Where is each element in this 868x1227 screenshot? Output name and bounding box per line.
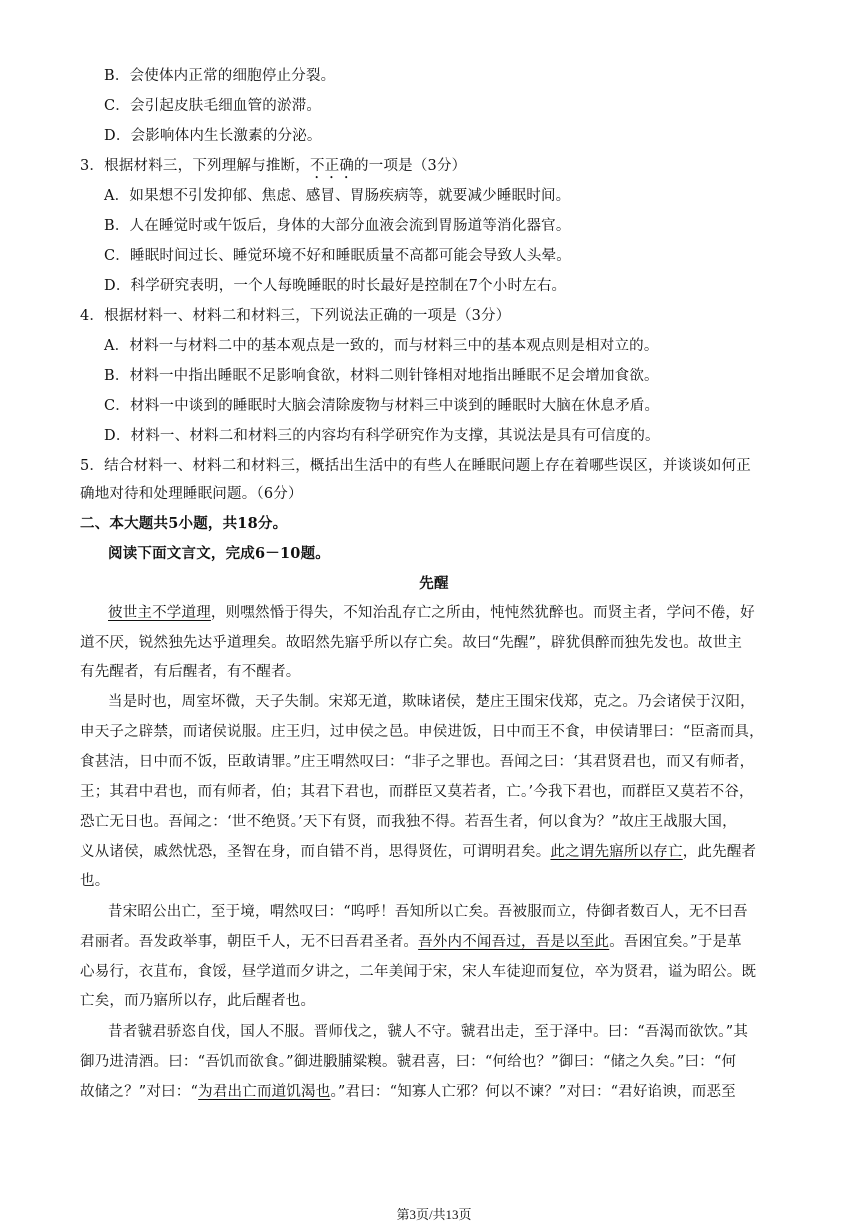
- option-3-d: D．科学研究表明，一个人每晚睡眠的时长最好是控制在7个小时左右。: [104, 278, 567, 294]
- option-3-b: B．人在睡觉时或午饭后，身体的大部分血液会流到胃肠道等消化器官。: [104, 218, 571, 234]
- passage-line: 亡矣，而乃寤所以存，此后醒者也。: [80, 993, 316, 1009]
- option-4-c: C．材料一中谈到的睡眠时大脑会清除废物与材料三中谈到的睡眠时大脑在休息矛盾。: [104, 398, 660, 414]
- passage-line: 彼世主不学道理，则嘿然惛于得失，不知治乱存亡之所由，忳忳然犹醉也。而贤主者，学问不倦，好: [108, 605, 755, 621]
- option-3-c: C．睡眠时间过长、睡觉环境不好和睡眠质量不高都可能会导致人头晕。: [104, 248, 571, 264]
- passage-line: 当是时也，周室坏微，天子失制。宋郑无道，欺昧诸侯，楚庄王围宋伐郑，克之。乃会诸侯于汉阳，: [108, 694, 755, 710]
- option-2-b: B．会使体内正常的细胞停止分裂。: [104, 68, 336, 84]
- passage-line: 恐亡无日也。吾闻之：‘世不绝贤。’天下有贤，而我独不得。若吾生者，何以食为？”故庄王战服大国，: [80, 814, 737, 830]
- passage-line: 心易行，衣苴布，食馁，昼学道而夕讲之，二年美闻于宋，宋人车徒迎而复位，卒为贤君，谥为昭公。既: [80, 964, 757, 980]
- option-3-a: A．如果想不引发抑郁、焦虑、感冒、胃肠疾病等，就要减少睡眠时间。: [104, 188, 571, 204]
- passage-line: 王；其君中君也，而有师者，伯；其君下君也，而群臣又莫若者，亡。’今我下君也，而群臣又莫若不谷，: [80, 784, 754, 800]
- passage-title: 先醒: [419, 575, 449, 592]
- passage-line: 有先醒者，有后醒者，有不醒者。: [80, 664, 301, 680]
- reading-instruction: 阅读下面文言文，完成6－10题。: [108, 545, 330, 562]
- underlined-sentence: 吾外内不闻吾过，吾是以至此: [418, 934, 610, 950]
- passage-line: 食甚洁，日中而不饭，臣敢请罪。”庄王喟然叹曰：“非子之罪也。吾闻之曰：‘其君贤君也，而又有师者，: [80, 754, 755, 770]
- question-4: 4．根据材料一、材料二和材料三，下列说法正确的一项是（3分）: [80, 308, 511, 324]
- passage-line: 道不厌，锐然独先达乎道理矣。故昭然先寤乎所以存亡矣。故曰“先醒”，辟犹俱醉而独先发也。故世主: [80, 635, 743, 651]
- passage-line: 昔宋昭公出亡，至于境，喟然叹曰：“呜呼！吾知所以亡矣。吾被服而立，侍御者数百人，无不曰吾: [108, 904, 748, 920]
- underlined-sentence: 彼世主不学道理: [108, 605, 211, 621]
- section-heading: 二、本大题共5小题，共18分。: [80, 515, 288, 532]
- underlined-sentence: 此之谓先寤所以存亡: [550, 844, 683, 860]
- option-4-a: A．材料一与材料二中的基本观点是一致的，而与材料三中的基本观点则是相对立的。: [104, 338, 659, 354]
- passage-line: 御乃进清酒。曰：“吾饥而欲食。”御进腶脯粱糗。虢君喜，曰：“何给也？”御曰：“储之久矣。”曰：“何: [80, 1054, 737, 1070]
- passage-line: 义从诸侯，戚然忧恐，圣智在身，而自错不肖，思得贤佐，可谓明君矣。此之谓先寤所以存亡，此先醒者: [80, 844, 757, 860]
- underlined-sentence: 为君出亡而道饥渴也: [198, 1084, 331, 1100]
- passage-line: 也。: [80, 873, 110, 889]
- passage-line: 昔者虢君骄恣自伐，国人不服。晋师伐之，虢人不守。虢君出走，至于泽中。曰：“吾渴而欲饮。”其: [108, 1024, 749, 1040]
- question-3: 3．根据材料三，下列理解与推断，不正确的一项是（3分）: [80, 158, 467, 174]
- option-4-b: B．材料一中指出睡眠不足影响食欲，材料二则针锋相对地指出睡眠不足会增加食欲。: [104, 368, 659, 384]
- option-4-d: D．材料一、材料二和材料三的内容均有科学研究作为支撑，其说法是具有可信度的。: [104, 428, 660, 444]
- option-2-c: C．会引起皮肤毛细血管的淤滞。: [104, 98, 322, 114]
- passage-line: 申天子之辟禁，而诸侯说服。庄王归，过申侯之邑。申侯进饭，日中而王不食，申侯请罪曰：“臣斋而具，: [80, 724, 764, 740]
- question-5-line-2: 确地对待和处理睡眠问题。（6分）: [80, 486, 303, 502]
- page-footer: 第3页/共13页: [396, 1207, 472, 1222]
- passage-line: 故储之？”对曰：“为君出亡而道饥渴也。”君曰：“知寡人亡邪？何以不谏？”对曰：“君好谄谀，而恶至: [80, 1084, 736, 1100]
- option-2-d: D．会影响体内生长激素的分泌。: [104, 128, 322, 144]
- passage-line: 君丽者。吾发政举事，朝臣千人，无不曰吾君圣者。吾外内不闻吾过，吾是以至此。吾困宜矣。”于是革: [80, 934, 742, 950]
- question-5-line-1: 5．结合材料一、材料二和材料三，概括出生活中的有些人在睡眠问题上存在着哪些误区，并谈谈如何正: [80, 458, 751, 474]
